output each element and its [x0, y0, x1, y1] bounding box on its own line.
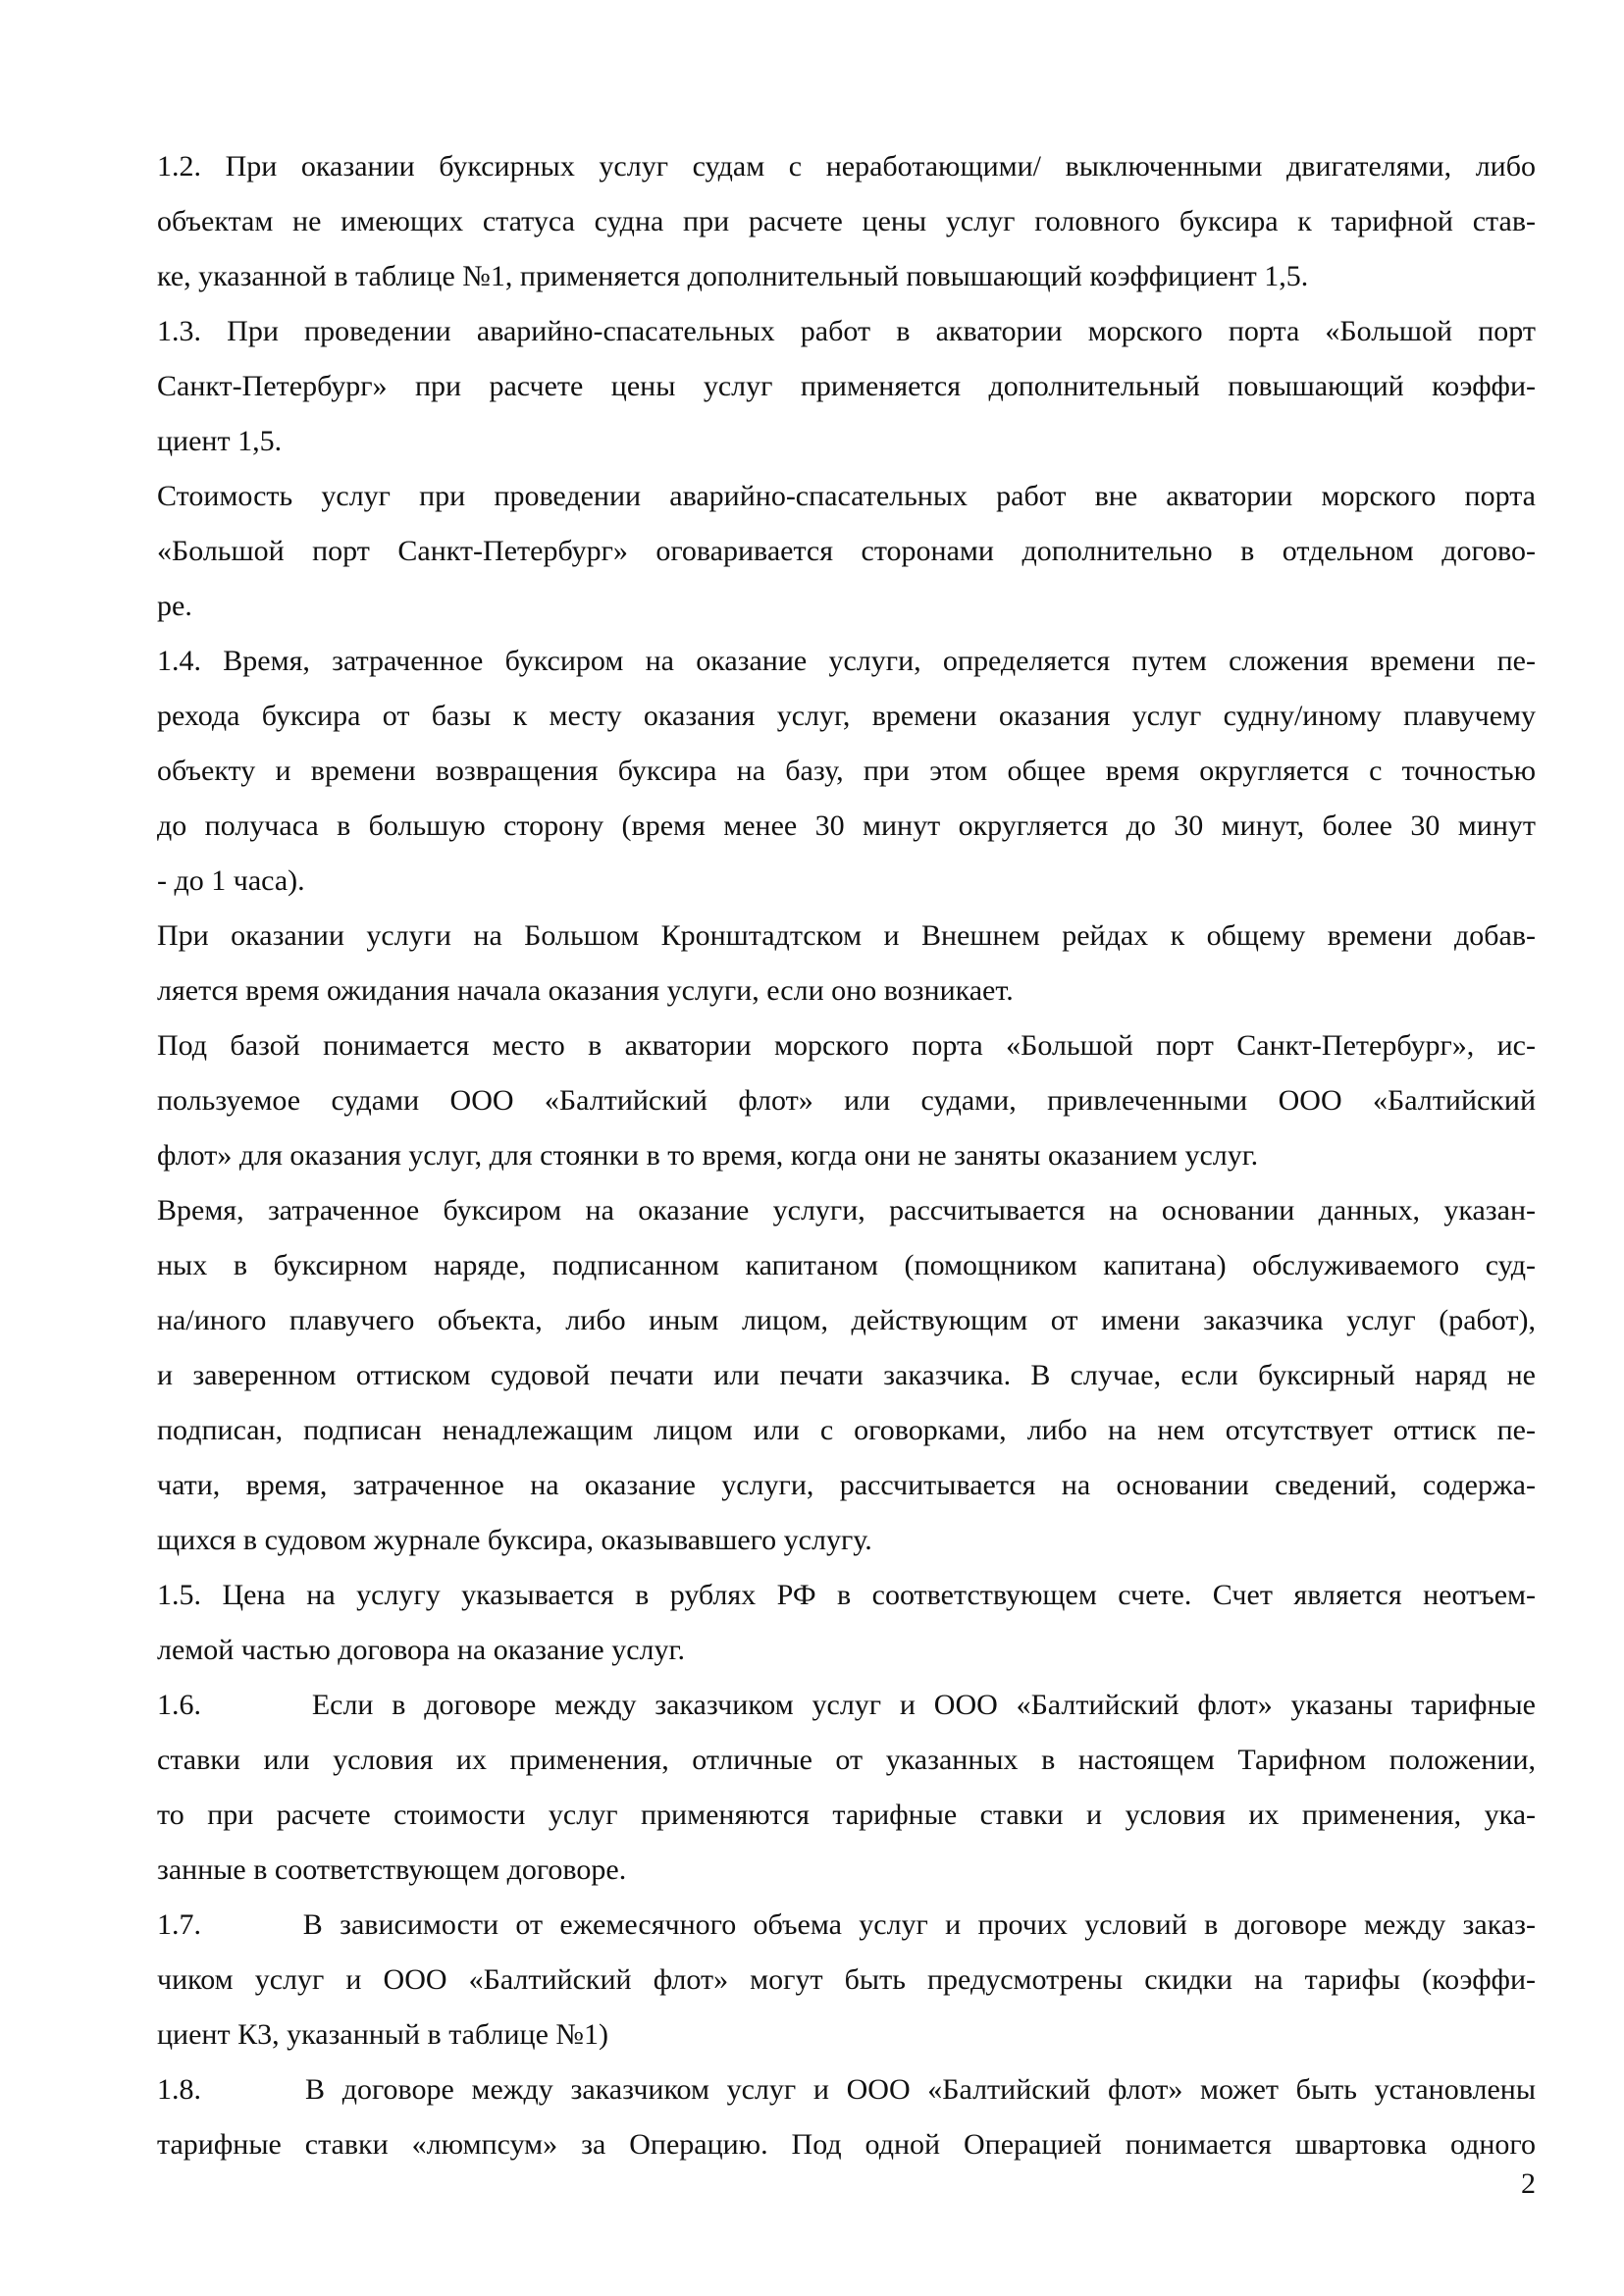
text-line: ставки или условия их применения, отличные от указанных в настоящем Тарифном положении,: [157, 1744, 1536, 1776]
text-line: При оказании услуги на Большом Кронштадтском и Внешнем рейдах к общему времени добав-: [157, 919, 1536, 952]
text-line: занные в соответствующем договоре.: [157, 1853, 627, 1886]
text-line: объекту и времени возвращения буксира на базу, при этом общее время округляется с точностью: [157, 755, 1536, 787]
text-line: - до 1 часа).: [157, 864, 305, 897]
text-line: 1.2. При оказании буксирных услуг судам с неработающими/ выключенными двигателями, либо: [157, 150, 1536, 183]
text-line: до получаса в большую сторону (время менее 30 минут округляется до 30 минут, более 30 минут: [157, 809, 1536, 842]
text-line: 1.6. Если в договоре между заказчиком услуг и ООО «Балтийский флот» указаны тарифные: [157, 1689, 1536, 1721]
text-line: тарифные ставки «люмпсум» за Операцию. Под одной Операцией понимается швартовка одного: [157, 2128, 1536, 2161]
text-line: чиком услуг и ООО «Балтийский флот» могут быть предусмотрены скидки на тарифы (коэффи-: [157, 1963, 1536, 1996]
text-line: 1.4. Время, затраченное буксиром на оказание услуги, определяется путем сложения времени пе-: [157, 645, 1536, 677]
text-line: щихся в судовом журнале буксира, оказывавшего услугу.: [157, 1524, 872, 1556]
text-line: ных в буксирном наряде, подписанном капитаном (помощником капитана) обслуживаемого суд-: [157, 1249, 1536, 1281]
text-line: 1.8. В договоре между заказчиком услуг и ООО «Балтийский флот» может быть установлены: [157, 2073, 1536, 2106]
text-line: объектам не имеющих статуса судна при расчете цены услуг головного буксира к тарифной став-: [157, 205, 1536, 237]
text-line: ре.: [157, 590, 192, 622]
text-line: рехода буксира от базы к месту оказания услуг, времени оказания услуг судну/иному плавучему: [157, 700, 1536, 732]
text-line: Стоимость услуг при проведении аварийно-спасательных работ вне акватории морского порта: [157, 480, 1536, 512]
text-line: Под базой понимается место в акватории морского порта «Большой порт Санкт-Петербург», ис-: [157, 1029, 1536, 1062]
text-line: подписан, подписан ненадлежащим лицом или с оговорками, либо на нем отсутствует оттиск пе-: [157, 1414, 1536, 1446]
page-number: 2: [1521, 2167, 1536, 2200]
text-line: «Большой порт Санкт-Петербург» оговаривается сторонами дополнительно в отдельном догово-: [157, 535, 1536, 567]
text-line: циент 1,5.: [157, 425, 283, 457]
text-line: ляется время ожидания начала оказания услуги, если оно возникает.: [157, 974, 1014, 1007]
text-line: циент К3, указанный в таблице №1): [157, 2018, 609, 2051]
text-line: 1.7. В зависимости от ежемесячного объема услуг и прочих условий в договоре между заказ-: [157, 1908, 1536, 1941]
text-line: ке, указанной в таблице №1, применяется дополнительный повышающий коэффициент 1,5.: [157, 260, 1309, 292]
text-line: флот» для оказания услуг, для стоянки в то время, когда они не заняты оказанием услуг.: [157, 1139, 1259, 1172]
text-line: то при расчете стоимости услуг применяются тарифные ставки и условия их применения, ука-: [157, 1799, 1536, 1831]
text-line: и заверенном оттиском судовой печати или печати заказчика. В случае, если буксирный наряд не: [157, 1359, 1536, 1391]
text-line: 1.5. Цена на услугу указывается в рублях РФ в соответствующем счете. Счет является неотъем-: [157, 1579, 1536, 1611]
text-line: пользуемое судами ООО «Балтийский флот» или судами, привлеченными ООО «Балтийский: [157, 1084, 1536, 1117]
text-line: чати, время, затраченное на оказание услуги, рассчитывается на основании сведений, содержа-: [157, 1469, 1536, 1501]
text-line: Санкт-Петербург» при расчете цены услуг применяется дополнительный повышающий коэффи-: [157, 370, 1536, 402]
text-line: лемой частью договора на оказание услуг.: [157, 1634, 685, 1666]
text-line: на/иного плавучего объекта, либо иным лицом, действующим от имени заказчика услуг (работ),: [157, 1304, 1536, 1336]
text-line: Время, затраченное буксиром на оказание услуги, рассчитывается на основании данных, указан-: [157, 1194, 1536, 1226]
text-line: 1.3. При проведении аварийно-спасательных работ в акватории морского порта «Большой порт: [157, 315, 1536, 347]
